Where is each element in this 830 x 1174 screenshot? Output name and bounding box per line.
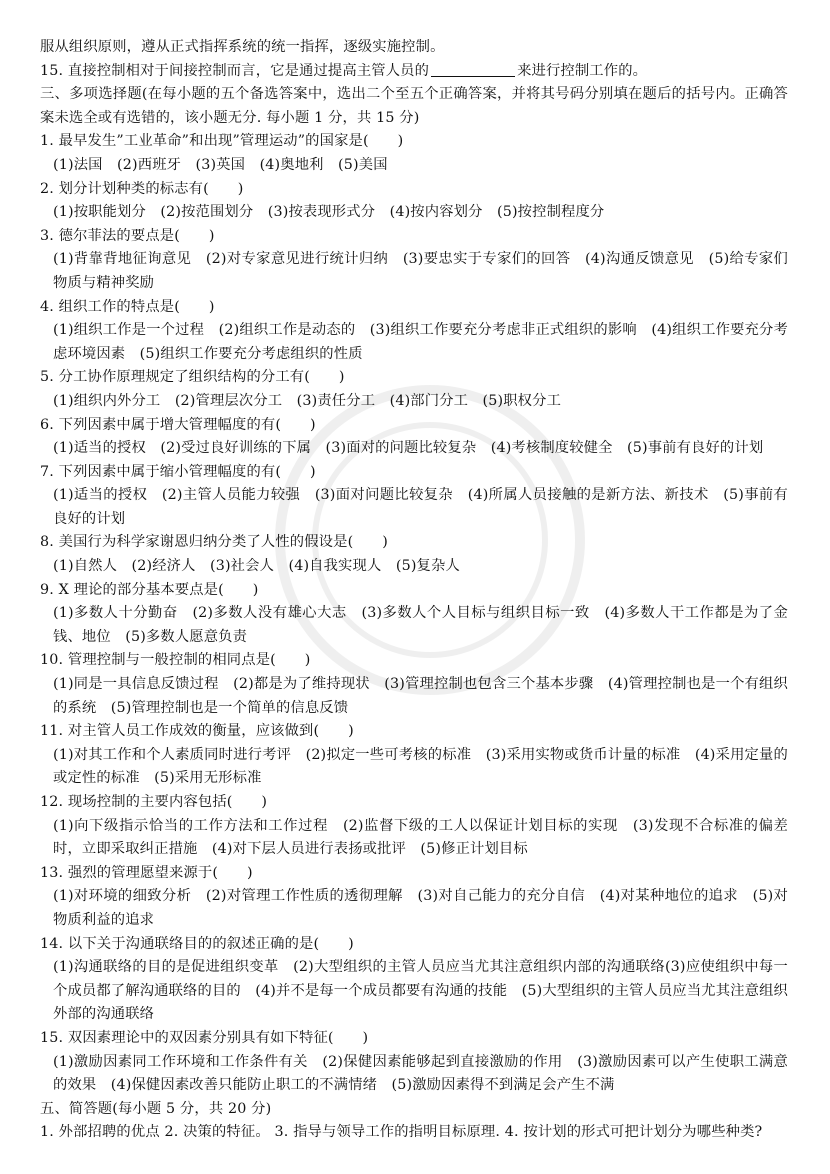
- question-9-stem: 9. X 理论的部分基本要点是( ): [40, 581, 259, 598]
- question-2-options: (1)按职能划分 (2)按范围划分 (3)按表现形式分 (4)按内容划分 (5)按控制程度分: [53, 204, 605, 221]
- question-4-stem: 4. 组织工作的特点是( ): [40, 298, 215, 315]
- question-10-options: (1)同是一具信息反馈过程 (2)都是为了维持现状 (3)管理控制也包含三个基本步骤 (4)管理控制也是一个有组织的系统 (5)管理控制也是一个简单的信息反馈: [53, 676, 788, 716]
- question-6-options: (1)适当的授权 (2)受过良好训练的下属 (3)面对的问题比较复杂 (4)考核制度较健全 (5)事前有良好的计划: [53, 440, 764, 457]
- question-10-stem: 10. 管理控制与一般控制的相同点是( ): [40, 652, 311, 669]
- section-5-questions: 1. 外部招聘的优点 2. 决策的特征。 3. 指导与领导工作的指明目标原理. 4. 按计划的形式可把计划分为哪些种类?: [40, 1124, 763, 1141]
- section-3-header: 三、多项选择题(在每小题的五个备选答案中，选出二个至五个正确答案，并将其号码分别填在题后的括号内。正确答案未选全或有选错的，该小题无分. 每小题 1 分，共 15 分): [40, 86, 788, 126]
- question-12-options: (1)向下级指示恰当的工作方法和工作过程 (2)监督下级的工人以保证计划目标的实现 (3)发现不合标准的偏差时，立即采取纠正措施 (4)对下层人员进行表扬或批评 (5)修正计划目标: [53, 817, 788, 858]
- question-9-options: (1)多数人十分勤奋 (2)多数人没有雄心大志 (3)多数人个人目标与组织目标一致 (4)多数人干工作都是为了金钱、地位 (5)多数人愿意负责: [53, 605, 788, 645]
- question-3-options: (1)背靠背地征询意见 (2)对专家意见进行统计归纳 (3)要忠实于专家们的回答 (4)沟通反馈意见 (5)给专家们物质与精神奖励: [53, 251, 788, 291]
- question-15-options: (1)激励因素同工作环境和工作条件有关 (2)保健因素能够起到直接激励的作用 (3)激励因素可以产生使职工满意的效果 (4)保健因素改善只能防止职工的不满情绪 (5)激励因素得不到满足会产生不满: [53, 1053, 788, 1094]
- question-14-options: (1)沟通联络的目的是促进组织变革 (2)大型组织的主管人员应当尤其注意组织内部的沟通联络(3)应使组织中每一个成员都了解沟通联络的目的 (4)并不是每一个成员都要有沟通的技能 (5)大型组织的主管人员应当尤其注意组织外部的沟通联络: [53, 959, 788, 1023]
- question-13-options: (1)对环境的细致分析 (2)对管理工作性质的透彻理解 (3)对自己能力的充分自信 (4)对某种地位的追求 (5)对物质利益的追求: [53, 888, 788, 928]
- question-15-stem: 15. 双因素理论中的双因素分别具有如下特征( ): [40, 1029, 369, 1046]
- fill-question-15-before: 15. 直接控制相对于间接控制而言，它是通过提高主管人员的: [40, 62, 430, 79]
- question-11-options: (1)对其工作和个人素质同时进行考评 (2)拟定一些可考核的标准 (3)采用实物或货币计量的标准 (4)采用定量的或定性的标准 (5)采用无形标准: [53, 746, 788, 787]
- question-14-stem: 14. 以下关于沟通联络目的的叙述正确的是( ): [40, 935, 354, 952]
- question-1-options: (1)法国 (2)西班牙 (3)英国 (4)奥地利 (5)美国: [53, 156, 388, 173]
- question-6-stem: 6. 下列因素中属于增大管理幅度的有( ): [40, 416, 316, 433]
- question-3-stem: 3. 德尔菲法的要点是( ): [40, 227, 215, 244]
- question-4-options: (1)组织工作是一个过程 (2)组织工作是动态的 (3)组织工作要充分考虑非正式组织的影响 (4)组织工作要充分考虑环境因素 (5)组织工作要充分考虑组织的性质: [53, 322, 788, 362]
- question-13-stem: 13. 强烈的管理愿望来源于( ): [40, 864, 253, 881]
- section-5-header: 五、简答题(每小题 5 分，共 20 分): [40, 1100, 272, 1117]
- question-12-stem: 12. 现场控制的主要内容包括( ): [40, 794, 268, 810]
- fill-question-15: [40, 60, 788, 84]
- intro-line: 服从组织原则，遵从正式指挥系统的统一指挥，逐级实施控制。: [40, 39, 445, 55]
- question-5-options: (1)组织内外分工 (2)管理层次分工 (3)责任分工 (4)部门分工 (5)职权分工: [53, 392, 562, 409]
- question-1-stem: 1. 最早发生”工业革命”和出现”管理运动”的国家是( ): [40, 133, 404, 150]
- question-2-stem: 2. 划分计划种类的标志有( ): [40, 180, 244, 197]
- question-5-stem: 5. 分工协作原理规定了组织结构的分工有( ): [40, 369, 345, 386]
- fill-question-15-after: 来进行控制工作的。: [517, 62, 648, 79]
- answer-blank: [431, 61, 515, 77]
- question-7-stem: 7. 下列因素中属于缩小管理幅度的有( ): [40, 463, 316, 480]
- question-7-options: (1)适当的授权 (2)主管人员能力较强 (3)面对问题比较复杂 (4)所属人员接触的是新方法、新技术 (5)事前有良好的计划: [53, 487, 788, 527]
- question-8-options: (1)自然人 (2)经济人 (3)社会人 (4)自我实现人 (5)复杂人: [53, 558, 460, 575]
- question-11-stem: 11. 对主管人员工作成效的衡量，应该做到( ): [40, 723, 354, 740]
- question-8-stem: 8. 美国行为科学家谢恩归纳分类了人性的假设是( ): [40, 534, 388, 551]
